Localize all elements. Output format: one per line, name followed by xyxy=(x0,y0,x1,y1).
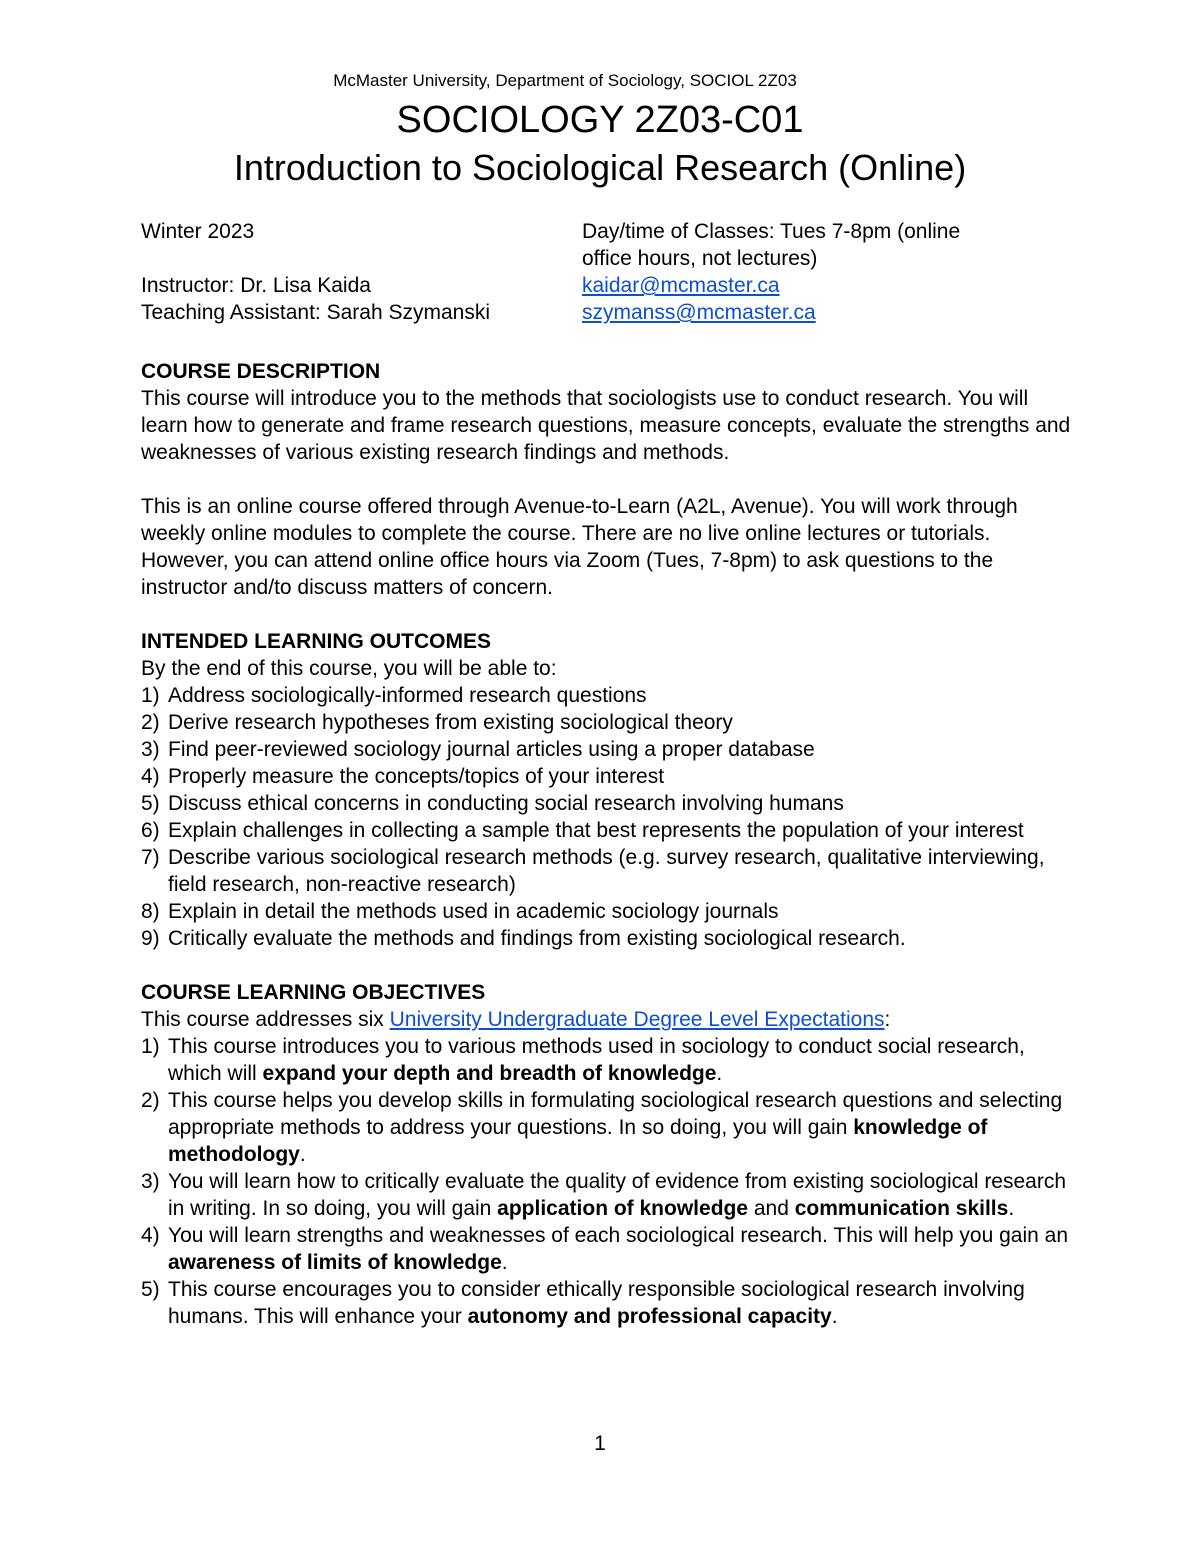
learning-objectives-intro: This course addresses six University Undergraduate Degree Level Expectations: xyxy=(141,1008,891,1031)
instructor-label: Instructor: Dr. Lisa Kaida xyxy=(141,274,371,297)
udle-link[interactable]: University Undergraduate Degree Level Expectations xyxy=(389,1008,885,1031)
document-header: McMaster University, Department of Sociology, SOCIOL 2Z03 xyxy=(333,71,797,90)
course-description-para2: This is an online course offered through Avenue-to-Learn (A2L, Avenue). You will work through weekly online modules to complete the course. There are no live online lectures or tutorials. However, you can attend online office hours via Zoom (Tues, 7-8pm) to ask questions to the instructor and/to discuss matters of concern. xyxy=(141,495,1018,599)
document-body xyxy=(141,358,1071,1330)
ta-email-link[interactable]: szymanss@mcmaster.ca xyxy=(582,301,816,324)
blank-cell xyxy=(141,245,582,272)
list-item: 5) This course encourages you to consider ethically responsible sociological research involving humans. This will enhance your autonomy and professional capacity. xyxy=(141,1278,1025,1328)
instructor-email-link[interactable]: kaidar@mcmaster.ca xyxy=(582,274,780,297)
course-description-para1: This course will introduce you to the methods that sociologists use to conduct research. You will learn how to generate and frame research questions, measure concepts, evaluate the strengths and weaknesses of various existing research findings and methods. xyxy=(141,387,1071,464)
term-label: Winter 2023 xyxy=(141,220,255,243)
section-title-course-description: COURSE DESCRIPTION xyxy=(141,360,381,383)
list-item: 4) You will learn strengths and weaknesses of each sociological research. This will help you gain an awareness of limits of knowledge. xyxy=(141,1224,1069,1274)
learning-objectives-list xyxy=(141,1033,1071,1330)
course-info-block xyxy=(141,218,1061,326)
list-item: 3) Find peer-reviewed sociology journal articles using a proper database xyxy=(141,738,815,761)
section-title-learning-outcomes: INTENDED LEARNING OUTCOMES xyxy=(141,630,492,653)
list-item: 4) Properly measure the concepts/topics of your interest xyxy=(141,765,665,788)
list-item: 6) Explain challenges in collecting a sample that best represents the population of your interest xyxy=(141,819,1024,842)
course-code-title: SOCIOLOGY 2Z03-C01 xyxy=(396,99,804,141)
course-name-title: Introduction to Sociological Research (Online) xyxy=(233,147,967,188)
info-row-time2 xyxy=(141,245,1061,272)
list-item: 1) This course introduces you to various methods used in sociology to conduct social research, which will expand your depth and breadth of knowledge. xyxy=(141,1035,1025,1085)
learning-outcomes-intro: By the end of this course, you will be able to: xyxy=(141,657,557,680)
list-item: 2) Derive research hypotheses from existing sociological theory xyxy=(141,711,733,734)
info-row-term xyxy=(141,218,1061,245)
info-row-ta xyxy=(141,299,1061,326)
list-item: 9) Critically evaluate the methods and findings from existing sociological research. xyxy=(141,927,906,950)
page-number: 1 xyxy=(594,1432,606,1455)
section-title-learning-objectives: COURSE LEARNING OBJECTIVES xyxy=(141,981,486,1004)
list-item: 7) Describe various sociological research methods (e.g. survey research, qualitative interviewing, field research, non-reactive research) xyxy=(141,846,1045,896)
learning-outcomes-list xyxy=(141,682,1071,952)
list-item: 5) Discuss ethical concerns in conducting social research involving humans xyxy=(141,792,844,815)
class-time-line1: Day/time of Classes: Tues 7-8pm (online xyxy=(582,220,961,243)
list-item: 1) Address sociologically-informed research questions xyxy=(141,684,647,707)
list-item: 2) This course helps you develop skills in formulating sociological research questions and selecting appropriate methods to address your questions. In so doing, you will gain knowledge of methodology. xyxy=(141,1089,1063,1166)
list-item: 8) Explain in detail the methods used in academic sociology journals xyxy=(141,900,779,923)
list-item: 3) You will learn how to critically evaluate the quality of evidence from existing sociological research in writing. In so doing, you will gain application of knowledge and communication skills. xyxy=(141,1170,1067,1220)
ta-label: Teaching Assistant: Sarah Szymanski xyxy=(141,301,491,324)
class-time-line2: office hours, not lectures) xyxy=(582,247,818,270)
info-row-instructor xyxy=(141,272,1061,299)
